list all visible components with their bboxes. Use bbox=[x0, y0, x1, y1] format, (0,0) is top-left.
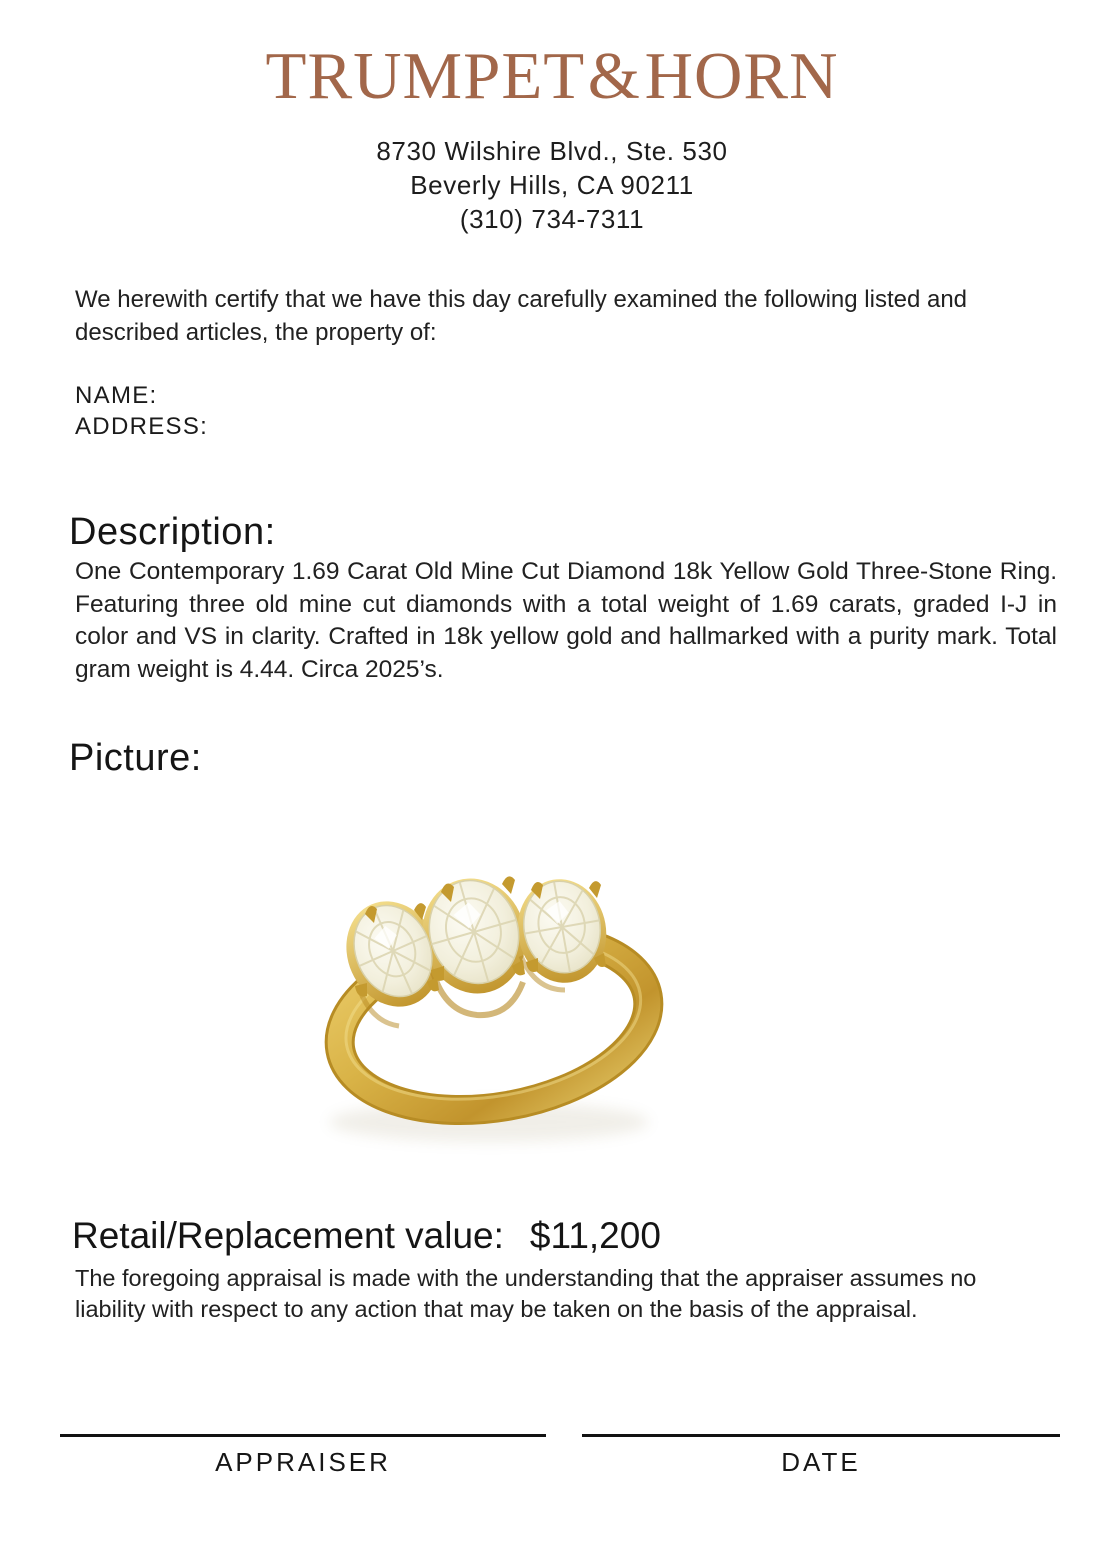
date-label: DATE bbox=[781, 1447, 861, 1477]
description-heading: Description: bbox=[69, 511, 276, 553]
valuation-disclaimer: The foregoing appraisal is made with the understanding that the appraiser assumes no liability with respect to any action that may be taken on the basis of the appraisal. bbox=[75, 1265, 977, 1322]
owner-labels bbox=[75, 380, 208, 442]
appraiser-signature-line bbox=[60, 1434, 546, 1437]
valuation-label: Retail/Replacement value: bbox=[72, 1215, 504, 1256]
ring-image bbox=[281, 820, 821, 1200]
valuation-amount: $11,200 bbox=[529, 1215, 661, 1256]
appraiser-label: APPRAISER bbox=[215, 1447, 391, 1477]
valuation-line bbox=[72, 1214, 661, 1258]
contact-block bbox=[0, 134, 1104, 236]
certification-statement: We herewith certify that we have this day carefully examined the following listed and described articles, the property of: bbox=[75, 286, 968, 346]
address-label: ADDRESS: bbox=[75, 413, 209, 440]
contact-phone: (310) 734-7311 bbox=[459, 204, 645, 234]
contact-address-line2: Beverly Hills, CA 90211 bbox=[410, 170, 694, 200]
brand-logo: TRUMPET & HORN bbox=[265, 39, 839, 113]
picture-heading: Picture: bbox=[69, 737, 202, 779]
description-body: One Contemporary 1.69 Carat Old Mine Cut Diamond 18k Yellow Gold Three-Stone Ring. Featuring three old mine cut diamonds with a total weight of 1.69 carats, graded I-J in color and VS in clarity. Crafted in 18k yellow gold and hallmarked with a purity mark. Total gram weight is 4.44. Circa 2025’s. bbox=[75, 558, 1057, 683]
contact-address-line1: 8730 Wilshire Blvd., Ste. 530 bbox=[376, 136, 728, 166]
date-signature-line bbox=[582, 1434, 1060, 1437]
ring-photo bbox=[281, 820, 821, 1200]
name-label: NAME: bbox=[75, 382, 158, 409]
